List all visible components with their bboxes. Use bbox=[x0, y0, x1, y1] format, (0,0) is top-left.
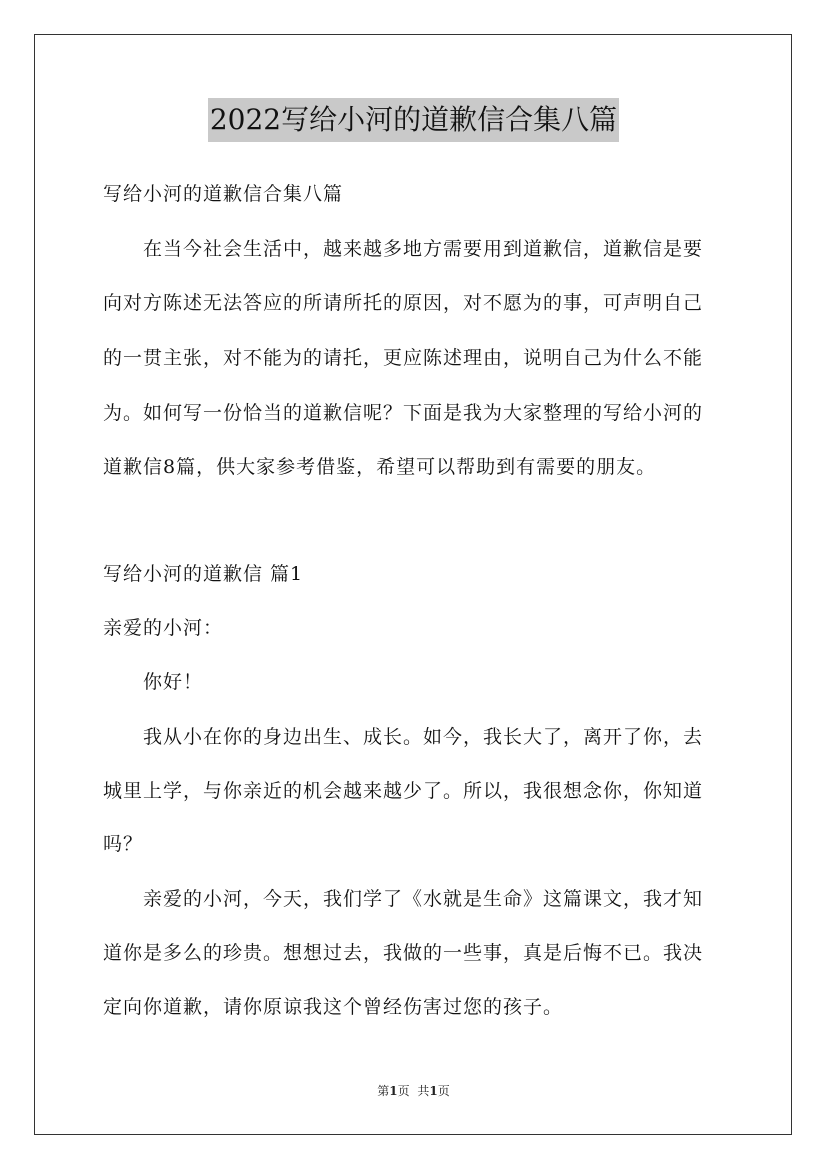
page-footer bbox=[0, 1083, 827, 1099]
para2-line-2: 道你是多么的珍贵。想想过去，我做的一些事，真是后悔不已。我决 bbox=[103, 942, 704, 964]
footer-total-prefix: 共 bbox=[417, 1084, 430, 1098]
document-subtitle: 写给小河的道歉信合集八篇 bbox=[103, 183, 344, 205]
intro-line-2: 向对方陈述无法答应的所请所托的原因，对不愿为的事，可声明自己 bbox=[103, 292, 704, 314]
para1-line-3: 吗？ bbox=[103, 833, 144, 855]
para1-line-2: 城里上学，与你亲近的机会越来越少了。所以，我很想念你，你知道 bbox=[103, 780, 704, 802]
intro-line-4: 为。如何写一份恰当的道歉信呢？下面是我为大家整理的写给小河的 bbox=[103, 402, 704, 424]
footer-total-number: 1 bbox=[429, 1084, 438, 1098]
intro-line-3: 的一贯主张，对不能为的请托，更应陈述理由，说明自己为什么不能 bbox=[103, 347, 704, 369]
footer-page-prefix: 第 bbox=[377, 1084, 390, 1098]
intro-line-1: 在当今社会生活中，越来越多地方需要用到道歉信，道歉信是要 bbox=[143, 238, 704, 260]
footer-page-unit: 页 bbox=[397, 1084, 410, 1098]
para1-line-1: 我从小在你的身边出生、成长。如今，我长大了，离开了你，去 bbox=[143, 726, 704, 748]
title-wrap bbox=[0, 98, 827, 142]
section-heading: 写给小河的道歉信 篇1 bbox=[103, 563, 304, 585]
para2-line-3: 定向你道歉，请你原谅我这个曾经伤害过您的孩子。 bbox=[103, 996, 564, 1018]
intro-line-5: 道歉信8篇，供大家参考借鉴，希望可以帮助到有需要的朋友。 bbox=[103, 456, 657, 478]
footer-total-unit: 页 bbox=[437, 1084, 450, 1098]
para2-line-1: 亲爱的小河，今天，我们学了《水就是生命》这篇课文，我才知 bbox=[143, 888, 704, 910]
salutation: 亲爱的小河： bbox=[103, 617, 224, 639]
greeting: 你好！ bbox=[143, 671, 204, 693]
document-title: 2022写给小河的道歉信合集八篇 bbox=[208, 98, 619, 142]
footer-page-number: 1 bbox=[389, 1084, 398, 1098]
